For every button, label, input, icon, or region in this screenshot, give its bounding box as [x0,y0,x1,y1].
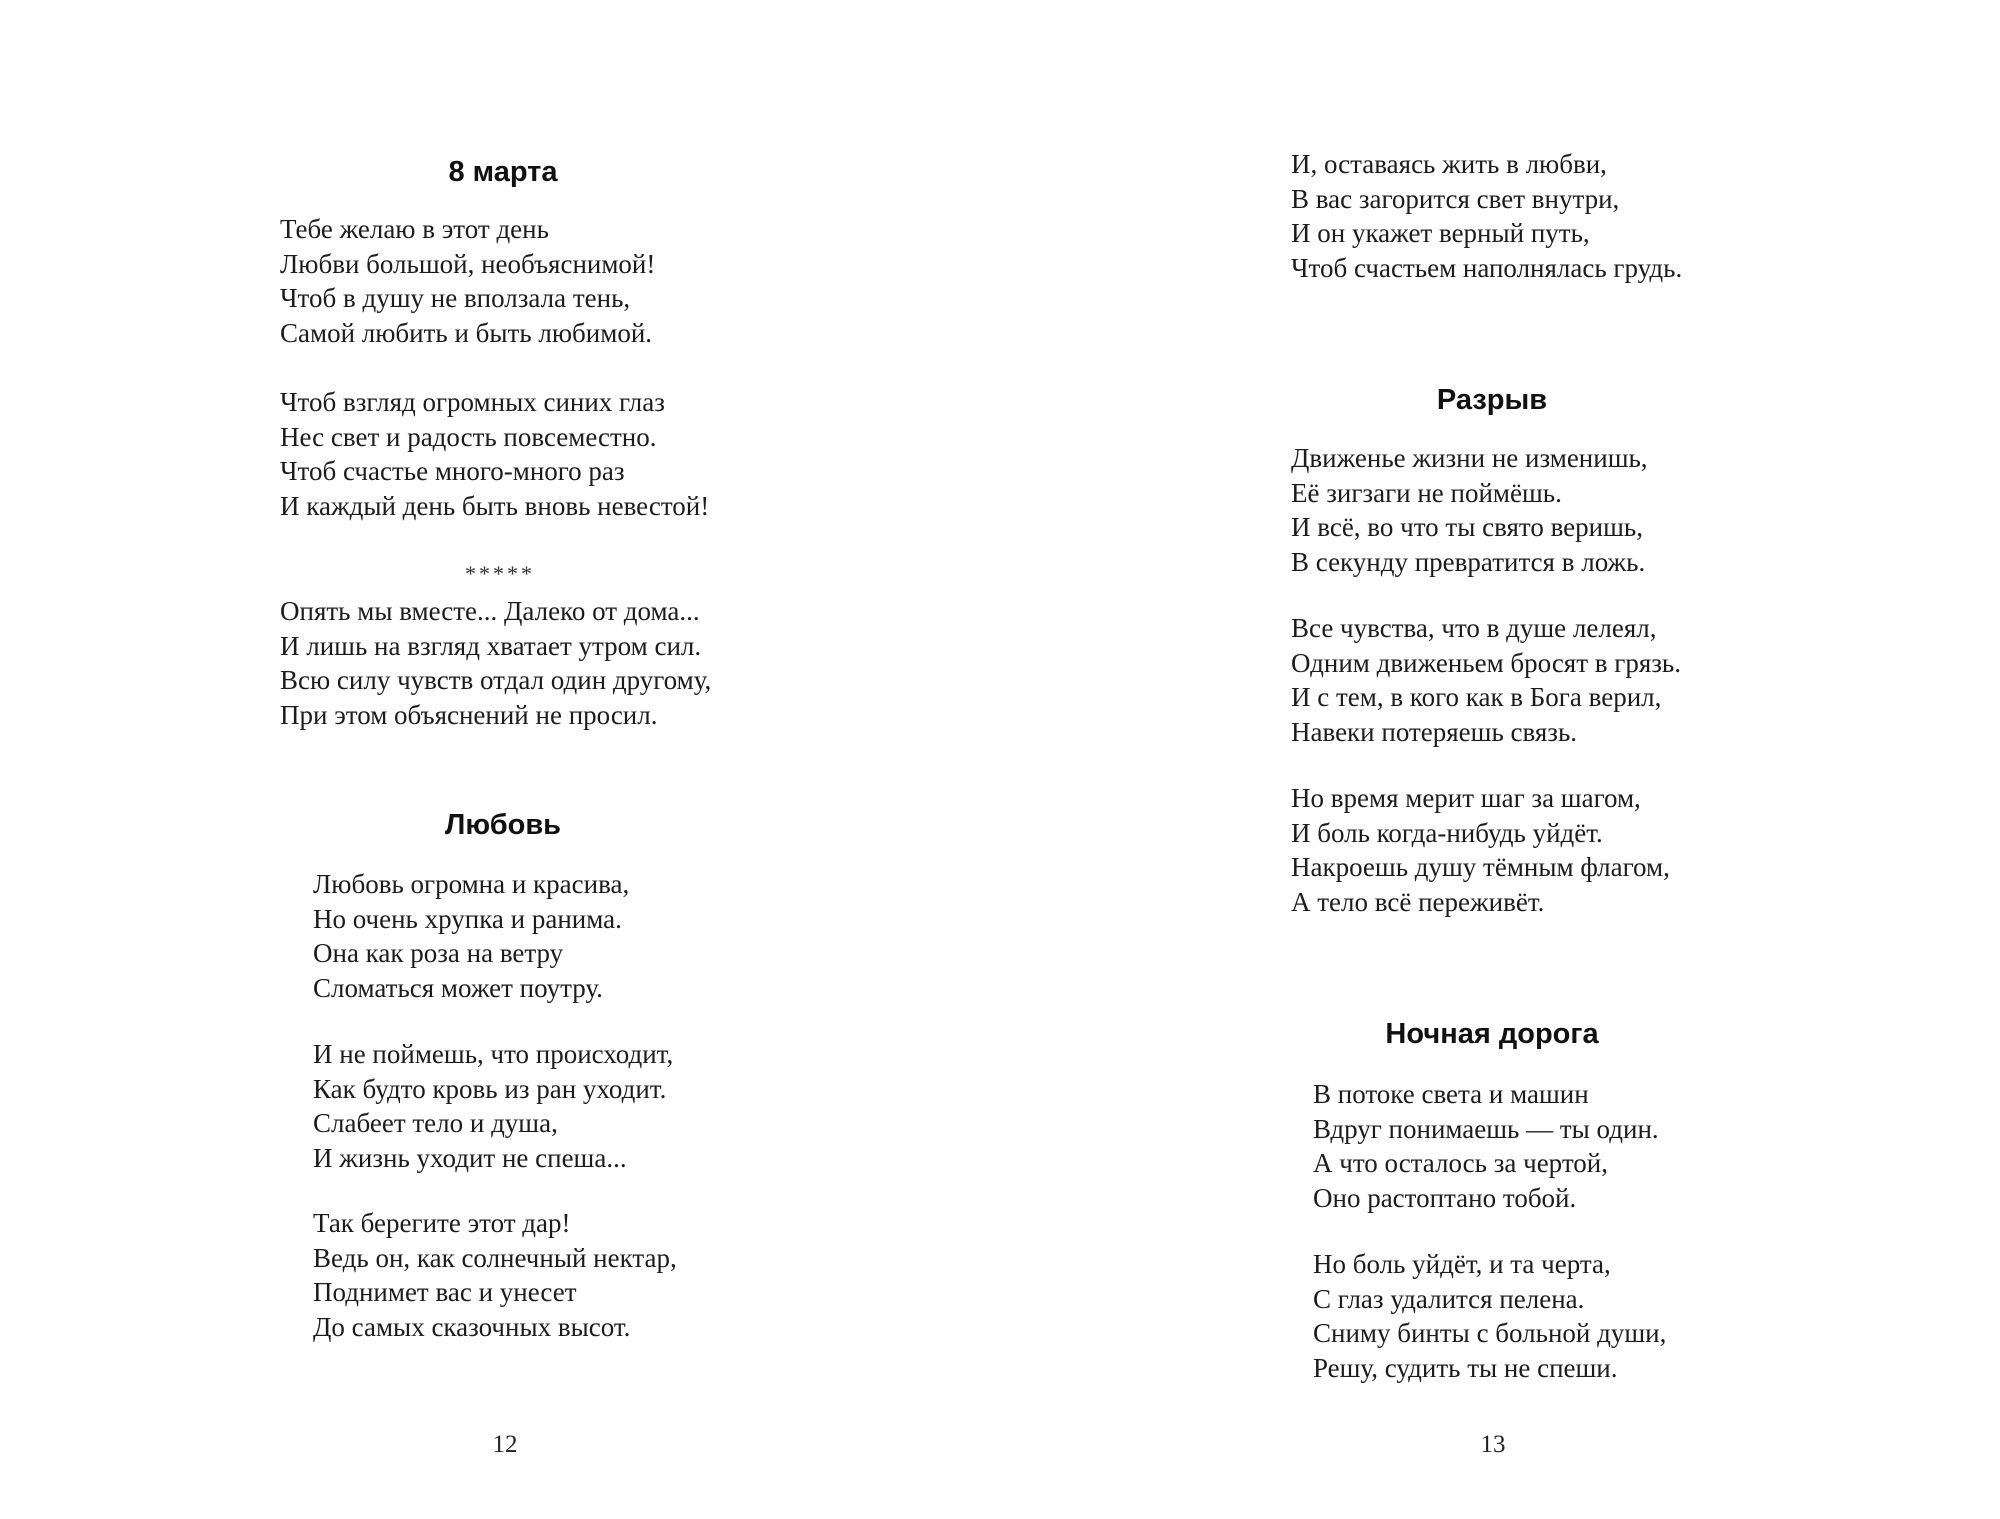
continuation-stanza [1291,147,1682,285]
verse-line: Накроешь душу тёмным флагом, [1291,852,1670,882]
verse-line: И боль когда-нибудь уйдёт. [1291,817,1603,848]
verse-line: Как будто кровь из ран уходит. [313,1073,667,1104]
verse-line: Но боль уйдёт, и та черта, [1313,1249,1611,1279]
poem-lyubov-stanza-1 [313,867,629,1005]
poem-untitled-stanza-1 [280,594,711,732]
verse-line: Движенье жизни не изменишь, [1291,443,1648,473]
poem-lyubov-stanza-2 [313,1037,673,1175]
poem-title-nochnaya-doroga: Ночная дорога [1385,1018,1599,1050]
verse-line: И он укажет верный путь, [1291,218,1590,248]
poem-razryv-stanza-1 [1291,441,1648,579]
verse-line: Чтоб счастье много-много раз [280,456,625,486]
verse-line: В вас загорится свет внутри, [1291,183,1620,214]
verse-line: Всю силу чувств отдал один другому, [280,665,712,695]
verse-line: Опять мы вместе... Далеко от дома... [280,596,700,626]
verse-line: Её зигзаги не поймёшь. [1291,477,1562,508]
poem-title-8-marta: 8 марта [448,156,558,188]
verse-line: Любви большой, необъяснимой! [280,248,656,279]
verse-line: Так берегите этот дар! [313,1208,571,1238]
right-page [1000,0,2000,1519]
verse-line: Поднимет вас и унесет [313,1277,577,1307]
verse-line: И всё, во что ты свято веришь, [1291,512,1643,542]
stanza-separator: ***** [465,561,535,586]
poem-nochnaya-doroga-stanza-1 [1313,1077,1659,1215]
poem-8-marta-stanza-1 [280,212,655,350]
poem-title-lyubov: Любовь [444,809,561,841]
verse-line: И каждый день быть вновь невестой! [280,490,710,521]
poem-8-marta-stanza-2 [280,385,709,523]
verse-line: Слабеет тело и душа, [313,1108,558,1138]
verse-line: А что осталось за чертой, [1313,1148,1608,1178]
verse-line: При этом объяснений не просил. [280,699,658,730]
verse-line: Самой любить и быть любимой. [280,317,653,348]
verse-line: И с тем, в кого как в Бога верил, [1291,682,1662,712]
verse-line: Любовь огромна и красива, [313,869,630,899]
verse-line: Навеки потеряешь связь. [1291,716,1578,747]
verse-line: Вдруг понимаешь — ты один. [1313,1113,1659,1144]
verse-line: И, оставаясь жить в любви, [1291,149,1607,179]
verse-line: Сниму бинты с больной души, [1313,1318,1667,1348]
verse-line: Тебе желаю в этот день [280,214,549,244]
poem-razryv-stanza-3 [1291,781,1670,919]
verse-line: Все чувства, что в душе лелеял, [1291,613,1657,643]
verse-line: С глаз удалится пелена. [1313,1283,1585,1314]
verse-line: До самых сказочных высот. [313,1311,631,1342]
verse-line: И лишь на взгляд хватает утром сил. [280,630,702,661]
page-number-left: 12 [492,1431,518,1458]
verse-line: Чтоб в душу не вползала тень, [280,283,631,313]
verse-line: Ведь он, как солнечный нектар, [313,1242,677,1273]
page-number-right: 13 [1480,1431,1506,1458]
verse-line: Но время мерит шаг за шагом, [1291,783,1641,813]
verse-line: Решу, судить ты не спеши. [1313,1352,1618,1383]
verse-line: В секунду превратится в ложь. [1291,546,1646,577]
verse-line: Одним движеньем бросят в грязь. [1291,647,1681,678]
poem-lyubov-stanza-3 [313,1206,677,1344]
verse-line: Чтоб взгляд огромных синих глаз [280,387,665,417]
verse-line: В потоке света и машин [1313,1079,1589,1109]
poem-nochnaya-doroga-stanza-2 [1313,1247,1666,1385]
verse-line: Но очень хрупка и ранима. [313,903,622,934]
verse-line: Чтоб счастьем наполнялась грудь. [1291,252,1683,283]
verse-line: Оно растоптано тобой. [1313,1182,1577,1213]
poem-title-razryv: Разрыв [1436,384,1548,416]
verse-line: Она как роза на ветру [313,938,564,968]
verse-line: Нес свет и радость повсеместно. [280,421,657,452]
poem-razryv-stanza-2 [1291,611,1681,749]
verse-line: И жизнь уходит не спеша... [313,1142,627,1173]
verse-line: Сломаться может поутру. [313,972,603,1003]
verse-line: И не поймешь, что происходит, [313,1039,674,1069]
verse-line: А тело всё переживёт. [1291,886,1545,917]
